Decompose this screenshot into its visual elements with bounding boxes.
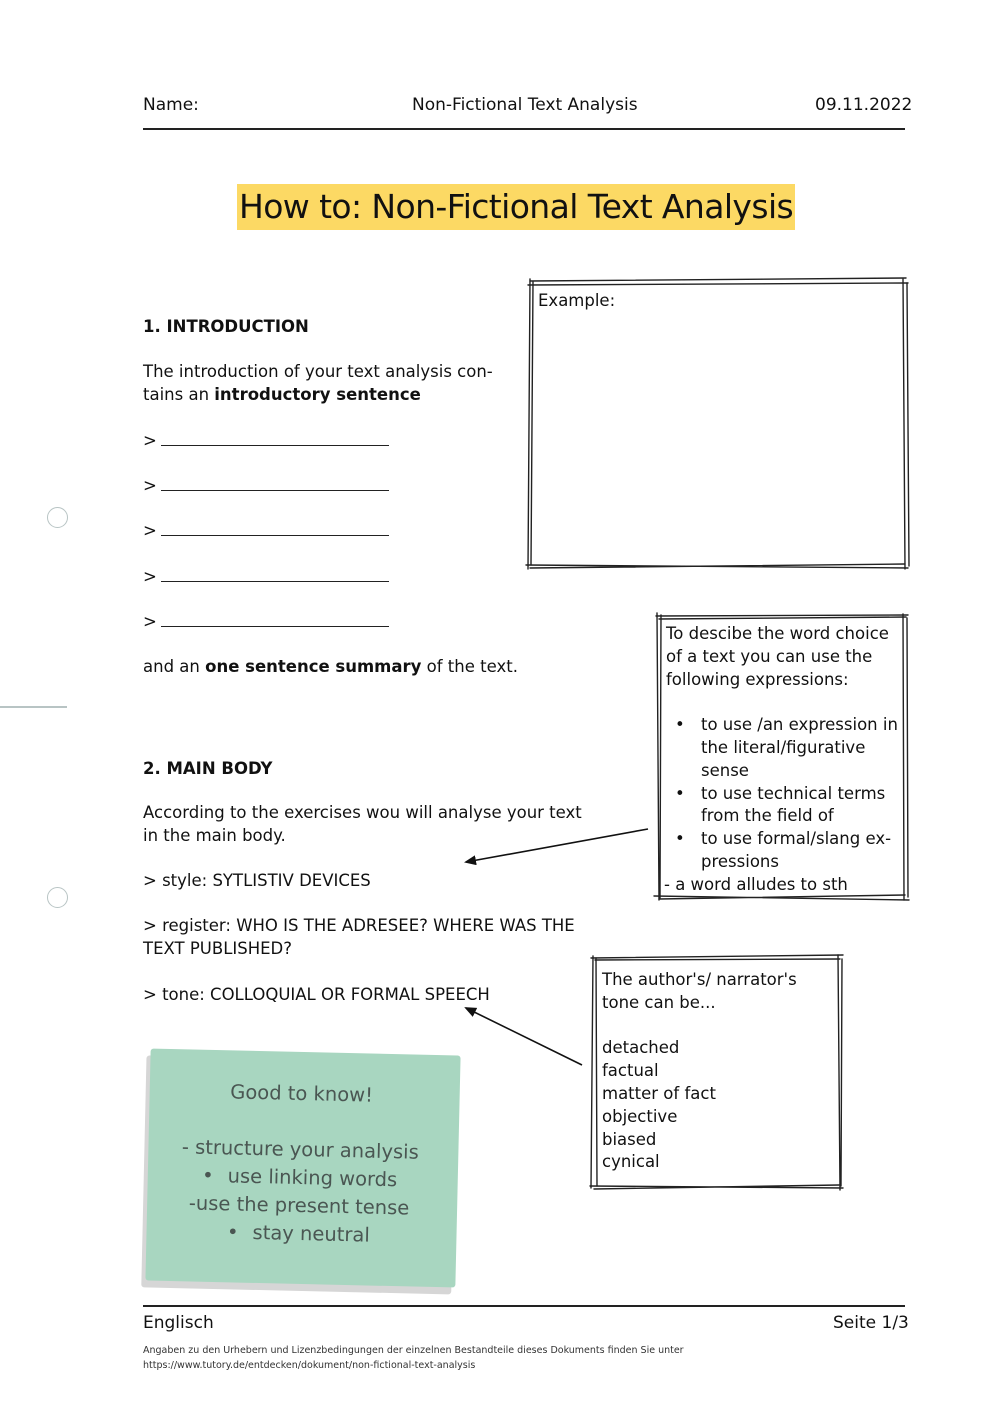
tone-option: cynical [602,1152,660,1172]
footer-rule [143,1305,905,1307]
style-line: > style: SYTLISTIV DEVICES [143,871,371,890]
intro-summary-text: and an one sentence summary of the text. [143,657,518,676]
intro-heading: 1. INTRODUCTION [143,317,309,336]
main-body-heading: 2. MAIN BODY [143,759,273,778]
intro-blank-line: > [143,611,389,634]
tone-option: detached [602,1038,680,1058]
tone-option: objective [602,1106,678,1126]
intro-blank-line: > [143,475,389,498]
intro-text: The introduction of your text analysis con- tains an introductory sentence [143,362,493,404]
page-title: How to: Non-Fictional Text Analysis [237,184,795,230]
good-to-know-title: Good to know! [230,1080,374,1107]
tone-option: matter of fact [602,1083,716,1103]
header-date: 09.11.2022 [815,95,913,115]
tone-box-text: The author's/ narrator's tone can be... detached factual matter of fact objective biased cynical [602,969,797,1174]
word-choice-text: To descibe the word choice of a text you can use the following expressions: • to use /an expression in the literal/figurative sense • to use technical terms from the field of • to use formal/slang ex- pressions - a word alludes to sth [666,623,906,897]
arrow-to-tone [466,1008,582,1065]
word-choice-extra: - a word alludes to sth [664,874,848,894]
tone-option: biased [602,1129,657,1149]
tone-line: > tone: COLLOQUIAL OR FORMAL SPEECH [143,985,490,1004]
name-label: Name: [143,95,199,115]
footer-credits: Angaben zu den Urhebern und Lizenzbedingungen der einzelnen Bestandteile dieses Dokuments finden Sie unter https://www.tutory.de/entdecken/dokument/non-fictional-text-analysis [143,1345,684,1371]
main-body-text: According to the exercises wou will analyse your text in the main body. [143,803,582,845]
footer-page-number: Seite 1/3 [833,1313,909,1333]
intro-blank-line: > [143,430,389,453]
arrow-to-style [466,829,648,862]
example-label: Example: [538,291,616,310]
intro-blank-line: > [143,520,389,543]
expression-item: • to use /an expression in the literal/figurative sense [701,714,906,782]
expression-item: • to use formal/slang ex- pressions [701,828,906,874]
footer-subject: Englisch [143,1313,214,1333]
expression-item: • to use technical terms from the field of [701,783,906,829]
register-line: > register: WHO IS THE ADRESEE? WHERE WAS THE TEXT PUBLISHED? [143,916,575,958]
tone-option: factual [602,1061,659,1081]
intro-blank-line: > [143,566,389,589]
good-to-know-text: Good to know! - structure your analysis • use linking words -use the present tense • stay neutral [148,1077,452,1252]
header-subject-title: Non-Fictional Text Analysis [412,95,638,115]
